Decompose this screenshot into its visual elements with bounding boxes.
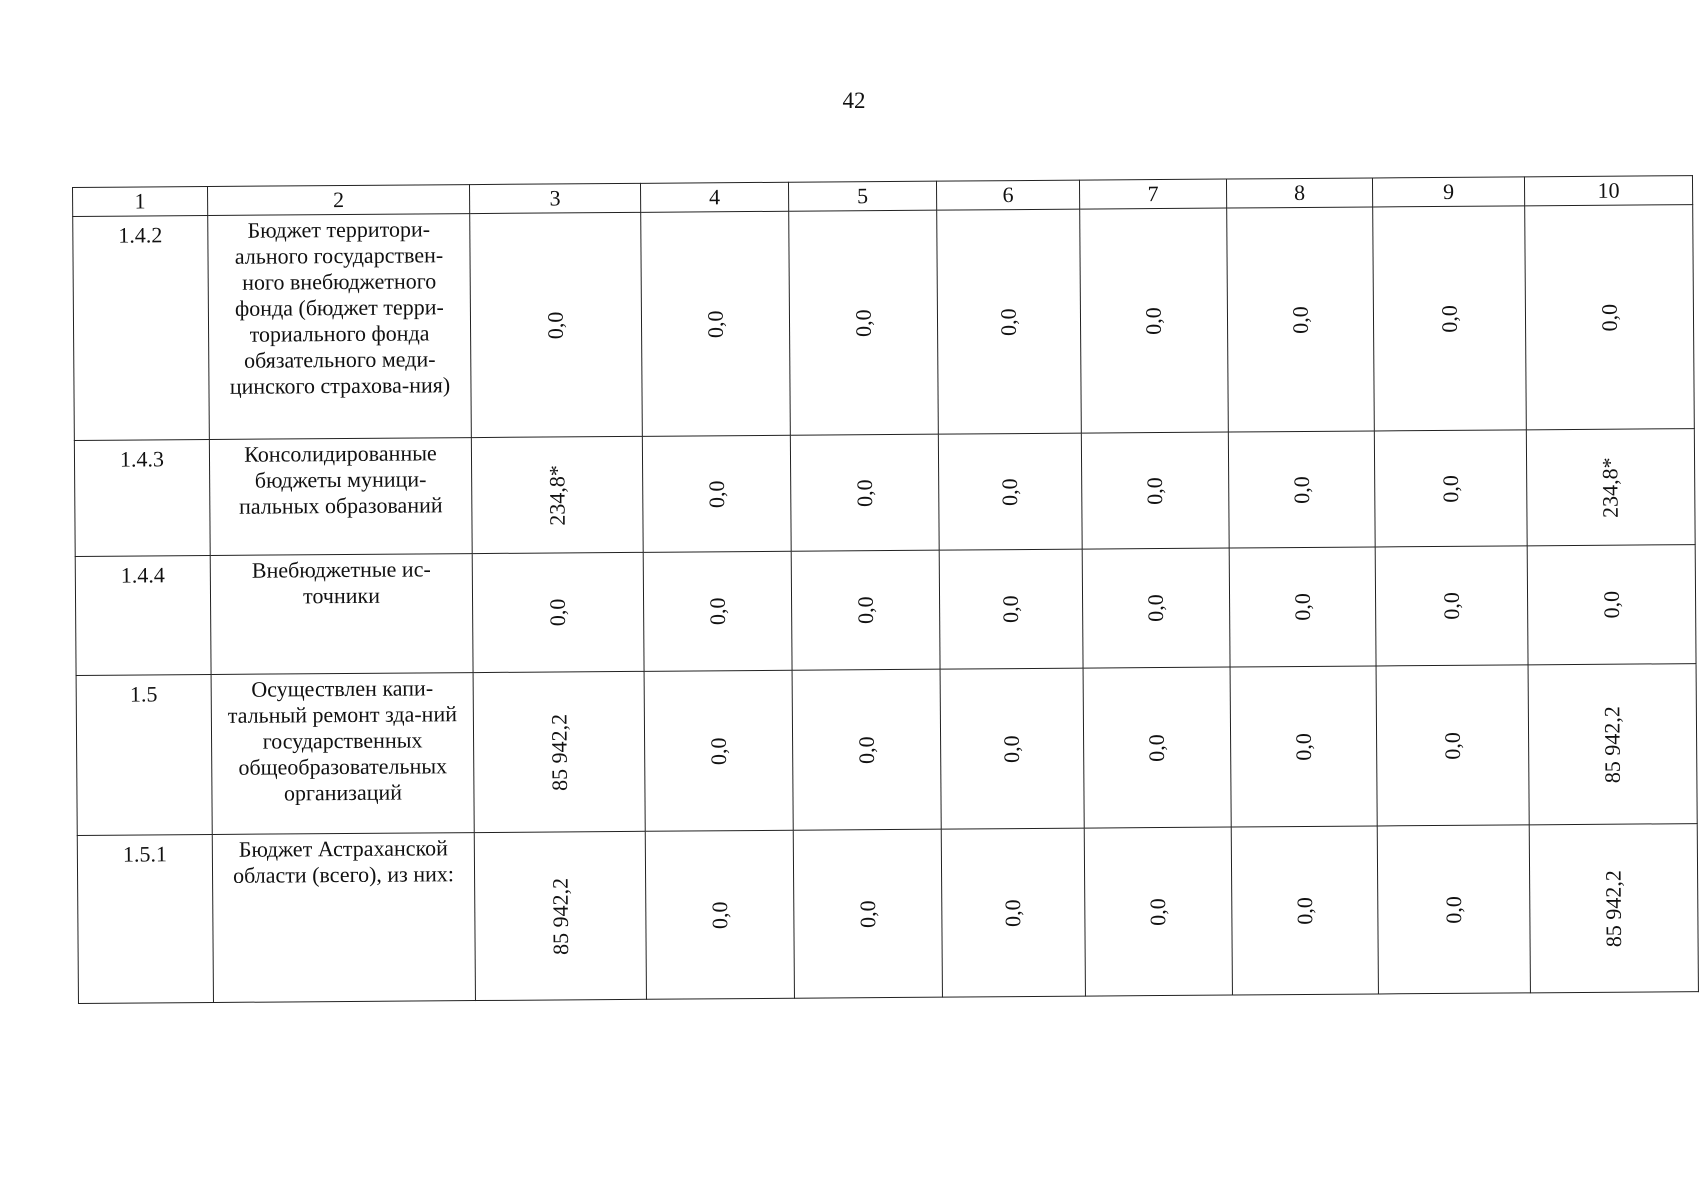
value-text: 85 942,2 xyxy=(545,713,572,791)
value-cell xyxy=(789,210,939,435)
value-text: 0,0 xyxy=(1145,897,1171,926)
value-cell xyxy=(1227,207,1375,432)
row-code: 1.4.2 xyxy=(73,216,210,441)
value-text: 0,0 xyxy=(1596,303,1622,332)
value-text: 0,0 xyxy=(1142,476,1168,505)
value-cell xyxy=(641,211,791,436)
value-text: 0,0 xyxy=(1439,731,1465,760)
value-text: 0,0 xyxy=(702,309,728,338)
value-cell xyxy=(791,550,940,670)
value-cell xyxy=(1376,665,1529,826)
value-cell xyxy=(643,551,792,671)
budget-table xyxy=(72,175,1699,1004)
table-row xyxy=(74,429,1695,557)
value-cell xyxy=(1373,206,1527,431)
value-cell xyxy=(472,552,644,672)
value-text: 0,0 xyxy=(1291,896,1317,925)
value-cell xyxy=(1374,430,1527,547)
column-header: 9 xyxy=(1372,177,1524,207)
value-text: 0,0 xyxy=(1140,306,1167,335)
value-text: 0,0 xyxy=(542,311,569,339)
row-code: 1.5.1 xyxy=(77,834,213,1003)
table-row xyxy=(75,545,1696,676)
column-header: 8 xyxy=(1226,178,1372,208)
value-cell xyxy=(1230,666,1377,827)
table-row xyxy=(76,664,1697,836)
value-cell xyxy=(645,830,794,999)
value-cell xyxy=(937,209,1082,434)
value-cell xyxy=(644,670,793,831)
value-text: 0,0 xyxy=(705,736,731,765)
value-text: 0,0 xyxy=(1287,305,1313,334)
value-text: 0,0 xyxy=(1438,592,1464,620)
row-name: Бюджет Астраханской области (всего), из них: xyxy=(212,833,475,1003)
value-text: 0,0 xyxy=(1289,593,1315,621)
value-text: 0,0 xyxy=(995,307,1022,336)
table-row xyxy=(73,205,1695,441)
value-text: 0,0 xyxy=(1143,594,1169,622)
value-text: 0,0 xyxy=(850,308,876,337)
column-header: 2 xyxy=(208,185,470,216)
value-text: 0,0 xyxy=(1440,895,1466,924)
value-text: 0,0 xyxy=(1437,474,1463,503)
value-text: 85 942,2 xyxy=(547,877,573,955)
value-text: 0,0 xyxy=(704,597,730,626)
value-cell xyxy=(939,549,1083,669)
value-text: 85 942,2 xyxy=(1599,705,1625,783)
row-name: Бюджет территори-ального государствен-ного внебюджетного фонда (бюджет терри-ториального фонда обязательного меди-цинского страхова-ния) xyxy=(208,214,472,440)
value-text: 0,0 xyxy=(1144,733,1170,762)
page-number: 42 xyxy=(842,88,866,113)
value-text: 0,0 xyxy=(997,477,1023,506)
value-text: 0,0 xyxy=(1000,898,1026,927)
column-header: 3 xyxy=(469,183,640,213)
column-header: 5 xyxy=(788,181,936,211)
row-code: 1.5 xyxy=(76,674,212,835)
value-text: 0,0 xyxy=(1288,475,1314,504)
value-cell xyxy=(642,435,791,552)
column-header: 6 xyxy=(936,180,1079,210)
value-cell xyxy=(1231,826,1378,995)
value-cell xyxy=(473,671,645,832)
value-cell xyxy=(1228,431,1375,548)
value-text: 0,0 xyxy=(853,735,879,764)
row-code: 1.4.3 xyxy=(74,439,210,556)
value-cell xyxy=(1084,827,1232,996)
value-cell xyxy=(938,433,1082,550)
value-text: 0,0 xyxy=(1290,732,1316,761)
value-cell xyxy=(470,212,643,437)
value-cell xyxy=(790,434,939,551)
value-cell xyxy=(1377,825,1530,994)
row-name: Консолидированные бюджеты муници-пальных образований xyxy=(209,438,472,556)
value-text: 0,0 xyxy=(998,595,1024,623)
value-text: 0,0 xyxy=(854,899,880,928)
column-header: 4 xyxy=(640,182,788,212)
value-text: 0,0 xyxy=(999,734,1025,763)
value-cell xyxy=(940,668,1084,829)
value-text: 234,8* xyxy=(1597,456,1623,518)
value-cell xyxy=(941,828,1085,997)
value-cell xyxy=(474,831,646,1000)
value-cell xyxy=(1528,664,1697,825)
column-header: 1 xyxy=(73,187,208,217)
value-text: 0,0 xyxy=(703,479,729,508)
value-cell xyxy=(1526,429,1695,546)
value-cell xyxy=(793,829,942,998)
value-cell xyxy=(1080,208,1229,433)
value-cell xyxy=(1229,547,1376,667)
value-text: 0,0 xyxy=(706,900,732,929)
value-cell xyxy=(1081,432,1229,549)
value-cell xyxy=(1083,667,1231,828)
row-name: Внебюджетные ис-точники xyxy=(210,554,473,675)
value-cell xyxy=(792,669,941,830)
table-row xyxy=(77,824,1698,1004)
value-cell xyxy=(471,436,643,553)
value-cell xyxy=(1525,205,1695,430)
column-header: 7 xyxy=(1079,179,1226,209)
value-text: 234,8* xyxy=(544,464,570,526)
value-cell xyxy=(1527,545,1696,665)
column-header: 10 xyxy=(1524,176,1692,206)
value-cell xyxy=(1082,548,1230,668)
value-text: 0,0 xyxy=(852,596,878,625)
value-text: 0,0 xyxy=(1598,590,1624,619)
row-name: Осуществлен капи-тальный ремонт зда-ний государственных общеобразовательных организаций xyxy=(211,673,474,835)
value-cell xyxy=(1529,824,1698,993)
value-text: 85 942,2 xyxy=(1600,869,1627,947)
value-cell xyxy=(1375,546,1528,666)
value-text: 0,0 xyxy=(1436,304,1462,333)
value-text: 0,0 xyxy=(545,598,571,627)
row-code: 1.4.4 xyxy=(75,555,211,675)
value-text: 0,0 xyxy=(851,478,877,507)
